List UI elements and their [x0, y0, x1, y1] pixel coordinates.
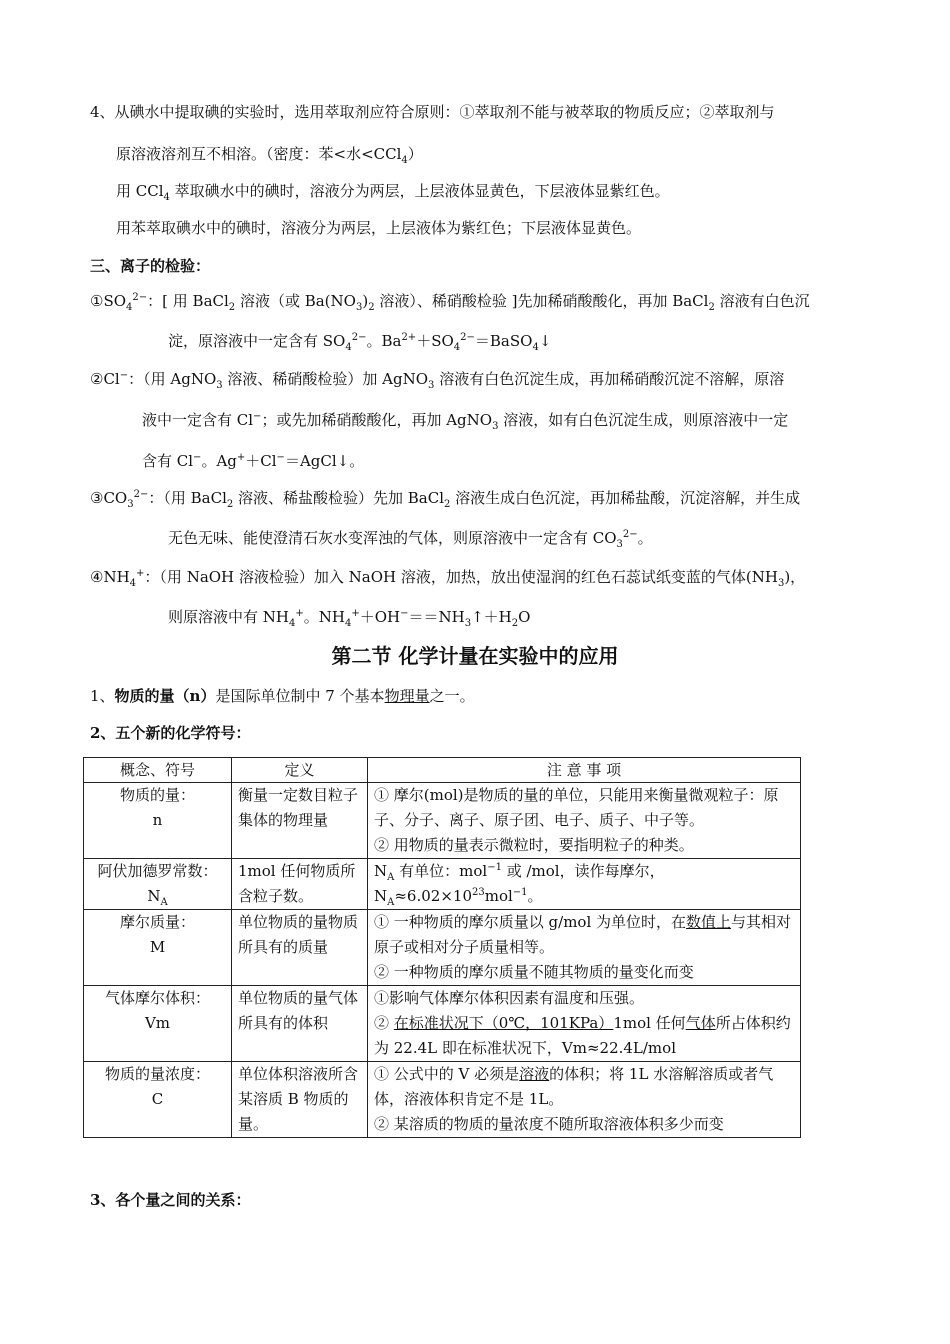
item4-line2: 原溶液溶剂互不相溶。（密度：苯<水<CCl$_4$）: [116, 145, 423, 166]
section-title: 第二节 化学计量在实验中的应用: [331, 644, 619, 668]
section2-p1: 1、物质的量（n）是国际单位制中 7 个基本物理量之一。: [90, 687, 475, 705]
benzene-line: 用苯萃取碘水中的碘时，溶液分为两层，上层液体为紫红色；下层液体显黄色。: [116, 219, 642, 237]
definition-cell: 单位物质的量物质所具有的质量: [232, 910, 368, 986]
symbols-table: [83, 757, 801, 1138]
concept-cell: 阿伏加德罗常数： $N_A$: [84, 859, 232, 910]
co3-line1: $③CO_3^{2-}$：（用 BaCl$_2$ 溶液、稀盐酸检验）先加 BaCl$_2$ 溶液生成白色沉淀，再加稀盐酸，沉淀溶解，并生成: [90, 489, 801, 510]
nh4-line1: $④NH_4^+$：（用 NaOH 溶液检验）加入 NaOH 溶液，加热，放出使湿润的红色石蕊试纸变蓝的气体$(NH_3)$，: [90, 568, 806, 589]
table-header: 定义: [232, 758, 368, 783]
concept-cell: 摩尔质量： M: [84, 910, 232, 986]
so4-line2: 淀，原溶液中一定含有 $SO_4^{2-}$。$Ba^{2+}+SO_4^{2-}=BaSO_4↓$: [168, 332, 552, 353]
so4-line1: $①SO_4^{2-}$：[ 用 BaCl$_2$ 溶液（或 $Ba(NO_3)_2$ 溶液）、稀硝酸检验 ]先加稀硝酸酸化，再加 BaCl$_2$ 溶液有白色沉: [90, 292, 810, 313]
concept-cell: 物质的量浓度： C: [84, 1062, 232, 1138]
definition-cell: 单位体积溶液所含某溶质 B 物质的量。: [232, 1062, 368, 1138]
table-header: 概念、符号: [84, 758, 232, 783]
nh4-line2: 则原溶液中有 $NH_4^+$。$NH_4^++OH^-==NH_3↑+H_2O$: [168, 608, 531, 629]
notes-cell: ① 公式中的 V 必须是溶液的体积；将 1L 水溶解溶质或者气体，溶液体积肯定不是 1L。 ② 某溶质的物质的量浓度不随所取溶液体积多少而变: [368, 1062, 801, 1138]
cl-line3: 含有 Cl−。Ag+＋Cl−＝AgCl↓。: [142, 452, 365, 470]
section2-p3: 3、各个量之间的关系：: [90, 1191, 251, 1209]
concept-cell: 气体摩尔体积： Vm: [84, 986, 232, 1062]
definition-cell: 1mol 任何物质所含粒子数。: [232, 859, 368, 910]
ion-test-heading: 三、离子的检验：: [90, 257, 211, 275]
section2-p2: 2、五个新的化学符号：: [90, 724, 251, 742]
table-header-row: [84, 758, 801, 783]
item4-line1: 4、从碘水中提取碘的实验时，选用萃取剂应符合原则：①萃取剂不能与被萃取的物质反应；②萃取剂与: [90, 103, 775, 121]
table-row: [84, 910, 801, 986]
definition-cell: 衡量一定数目粒子集体的物理量: [232, 783, 368, 859]
notes-cell: ①影响气体摩尔体积因素有温度和压强。 ② 在标准状况下（0℃，101KPa）1mol 任何气体所占体积约为 22.4L 即在标准状况下，Vm≈22.4L/mol: [368, 986, 801, 1062]
co3-line2: 无色无味、能使澄清石灰水变浑浊的气体，则原溶液中一定含有 $CO_3^{2-}$。: [168, 529, 653, 550]
table-row: [84, 783, 801, 859]
table-row: [84, 1062, 801, 1138]
table-header: 注 意 事 项: [368, 758, 801, 783]
definition-cell: 单位物质的量气体所具有的体积: [232, 986, 368, 1062]
cl-line1: ②Cl−：（用 AgNO$_3$ 溶液、稀硝酸检验）加 AgNO$_3$ 溶液有白色沉淀生成，再加稀硝酸沉淀不溶解，原溶: [90, 370, 785, 391]
notes-cell: $N_A$ 有单位：mol$^{-1}$ 或 /mol，读作每摩尔， $N_A\approx 6.02\times 10^{23}mol^{-1}$。: [368, 859, 801, 910]
notes-cell: ① 摩尔(mol)是物质的量的单位，只能用来衡量微观粒子：原子、分子、离子、原子团、电子、质子、中子等。 ② 用物质的量表示微粒时，要指明粒子的种类。: [368, 783, 801, 859]
concept-cell: 物质的量： n: [84, 783, 232, 859]
notes-cell: ① 一种物质的摩尔质量以 g/mol 为单位时，在数值上与其相对原子或相对分子质量相等。 ② 一种物质的摩尔质量不随其物质的量变化而变: [368, 910, 801, 986]
ccl4-line: 用 CCl$_4$ 萃取碘水中的碘时，溶液分为两层，上层液体显黄色，下层液体显紫红色。: [116, 182, 670, 203]
cl-line2: 液中一定含有 Cl−；或先加稀硝酸酸化，再加 AgNO$_3$ 溶液，如有白色沉淀生成，则原溶液中一定: [142, 411, 789, 432]
table-row: [84, 986, 801, 1062]
table-row: [84, 859, 801, 910]
